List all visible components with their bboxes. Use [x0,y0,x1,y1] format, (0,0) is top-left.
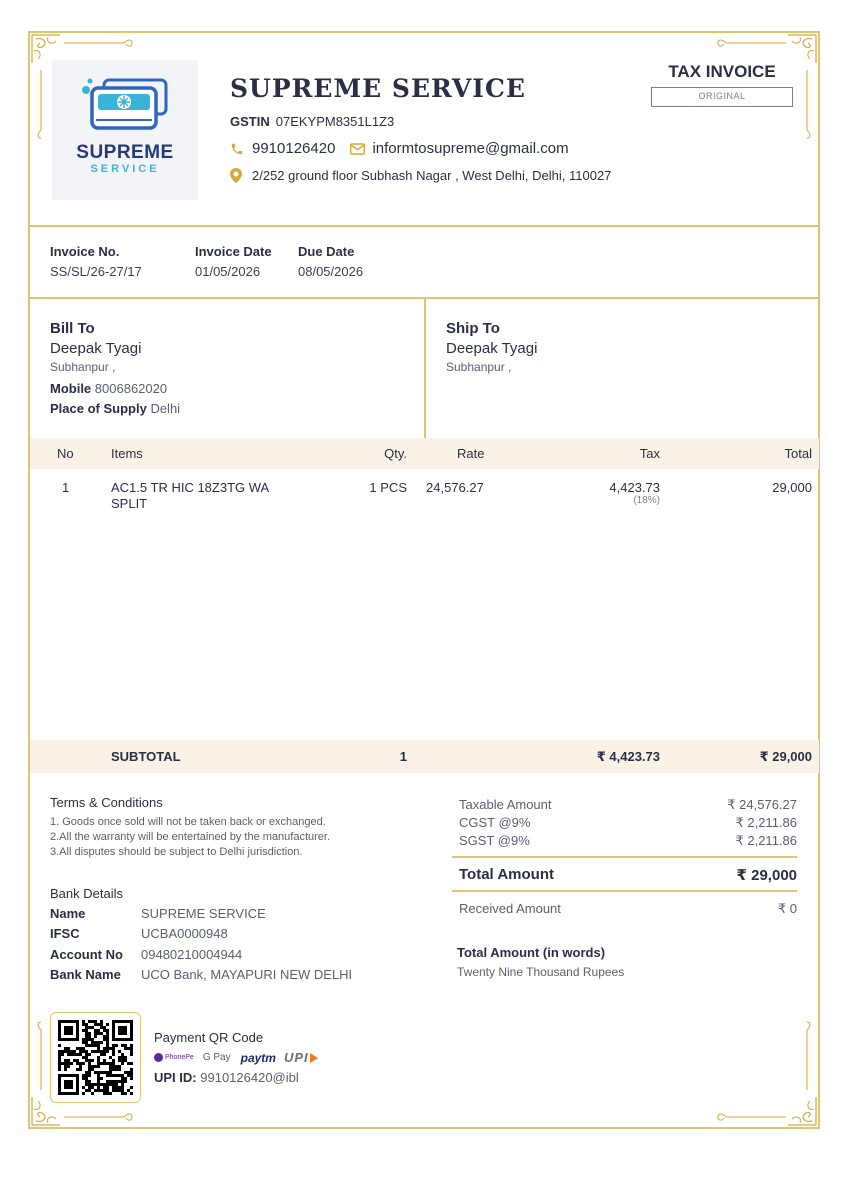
sgst-row [459,833,797,849]
bank-label: Bank Name [50,967,121,982]
subtotal-tax: ₹ 4,423.73 [596,749,660,764]
mobile-label: Mobile [50,381,92,396]
bank-name-label: Name [50,906,86,921]
flourish-icon [36,70,46,140]
column-header-qty: Qty. [384,446,407,461]
document-title: TAX INVOICE [668,62,776,81]
flourish-icon [716,1112,786,1122]
taxable-value: ₹ 24,576.27 [727,797,797,812]
terms-heading: Terms & Conditions [50,795,163,810]
subtotal-total: ₹ 29,000 [759,749,812,764]
upi-arrow-icon [310,1053,318,1063]
invoice-number: SS/SL/26-27/17 [50,264,142,279]
phone-icon [230,142,244,156]
invoice-date: 01/05/2026 [195,264,261,279]
gpay-logo: G Pay [202,1052,231,1063]
copy-badge: ORIGINAL [651,87,793,107]
upi-id-label: UPI ID: [154,1070,197,1085]
bank-name: UCO Bank, MAYAPURI NEW DELHI [141,967,353,982]
email-address: informtosupreme@gmail.com [372,140,569,157]
bill-to-address: Subhanpur , [50,360,116,374]
item-qty: 1 PCS [369,480,407,495]
flourish-icon [36,1020,46,1090]
received-label: Received Amount [459,901,561,916]
company-logo [52,60,198,200]
cgst-label: CGST @9% [459,815,531,830]
item-name-line1: AC1.5 TR HIC 18Z3TG WA [111,480,270,495]
email-icon [350,143,365,155]
column-header-total: Total [784,446,812,461]
invoice-number-label: Invoice No. [50,244,120,259]
phonepe-logo: PhonePe [165,1054,194,1061]
due-date-label: Due Date [298,244,355,259]
taxable-label: Taxable Amount [459,797,552,812]
supply-label: Place of Supply [50,401,147,416]
business-address: 2/252 ground floor Subhash Nagar , West Delhi, Delhi, 110027 [252,168,612,183]
business-name: SUPREME SERVICE [230,74,526,103]
terms-line: 2.All the warranty will be entertained by the manufacturer. [50,831,331,843]
gstin-label: GSTIN [230,114,270,129]
ifsc-code: UCBA0000948 [141,926,228,941]
total-label: Total Amount [459,866,554,883]
total-amount-row [459,866,797,884]
taxable-amount-row [459,797,797,813]
column-header-no: No [57,446,74,461]
column-header-items: Items [111,446,143,461]
address-row [230,168,611,183]
gstin [230,114,394,129]
upi-id-row [154,1070,299,1085]
received-value: ₹ 0 [777,901,797,916]
bank-row-account [50,947,242,962]
ship-to-heading: Ship To [446,320,500,337]
column-header-rate: Rate [457,446,485,461]
terms-line: 3.All disputes should be subject to Delhi jurisdiction. [50,846,303,858]
row-number: 1 [62,480,70,495]
mobile-value: 8006862020 [94,381,168,396]
sgst-label: SGST @9% [459,833,530,848]
bill-to-mobile [50,381,167,396]
invoice-date-label: Invoice Date [195,244,272,259]
logo-subtitle: SERVICE [90,163,160,175]
sgst-value: ₹ 2,211.86 [735,833,797,848]
item-total: 29,000 [772,480,812,495]
item-rate: 24,576.27 [426,480,484,495]
cgst-row [459,815,797,831]
divider [452,856,797,858]
payment-qr-label: Payment QR Code [154,1030,264,1045]
amount-in-words: Twenty Nine Thousand Rupees [457,965,625,979]
column-header-tax: Tax [639,446,660,461]
upi-logo: UPI [283,1050,309,1065]
item-name-line2: SPLIT [111,496,148,511]
terms-line: 1. Goods once sold will not be taken back or exchanged. [50,816,326,828]
item-tax-rate: (18%) [633,495,660,506]
payment-app-logos [154,1050,318,1065]
account-number: 09480210004944 [141,947,243,962]
upi-id: 9910126420@ibl [200,1070,299,1085]
total-value: ₹ 29,000 [736,867,797,884]
amount-in-words-label: Total Amount (in words) [457,945,606,960]
qr-code-icon [58,1020,133,1095]
flourish-icon [64,1112,134,1122]
account-label: Account No [50,947,123,962]
flourish-icon [716,38,786,48]
contact-row [230,140,569,157]
logo-wordmark: SUPREME [76,142,174,163]
bill-to-name: Deepak Tyagi [50,340,142,357]
place-of-supply [50,401,180,416]
divider [30,225,819,227]
cgst-value: ₹ 2,211.86 [735,815,797,830]
ship-to-name: Deepak Tyagi [446,340,538,357]
account-holder: SUPREME SERVICE [141,906,266,921]
phonepe-icon [154,1053,163,1062]
supply-value: Delhi [150,401,181,416]
flourish-icon [64,38,134,48]
ship-to-address: Subhanpur , [446,360,512,374]
paytm-logo: paytm [240,1050,276,1065]
gstin-value: 07EKYPM8351L1Z3 [275,114,395,129]
payment-qr-code [50,1012,141,1103]
divider [452,890,797,892]
air-conditioner-icon [80,76,172,136]
bill-to-heading: Bill To [50,320,95,337]
bank-row-name [50,906,266,921]
ifsc-label: IFSC [50,926,80,941]
location-pin-icon [230,168,242,183]
corner-ornament-icon [784,1093,818,1127]
phone-number: 9910126420 [252,140,336,157]
bank-details-heading: Bank Details [50,886,123,901]
subtotal-qty: 1 [399,749,407,764]
received-amount-row [459,901,797,917]
bank-row-bank [50,967,352,982]
item-tax: 4,423.73 [609,480,660,495]
flourish-icon [802,1020,812,1090]
subtotal-label: SUBTOTAL [111,749,181,764]
bank-row-ifsc [50,926,228,941]
terms-list [50,815,330,860]
column-divider [424,297,426,438]
due-date: 08/05/2026 [298,264,364,279]
flourish-icon [802,70,812,140]
